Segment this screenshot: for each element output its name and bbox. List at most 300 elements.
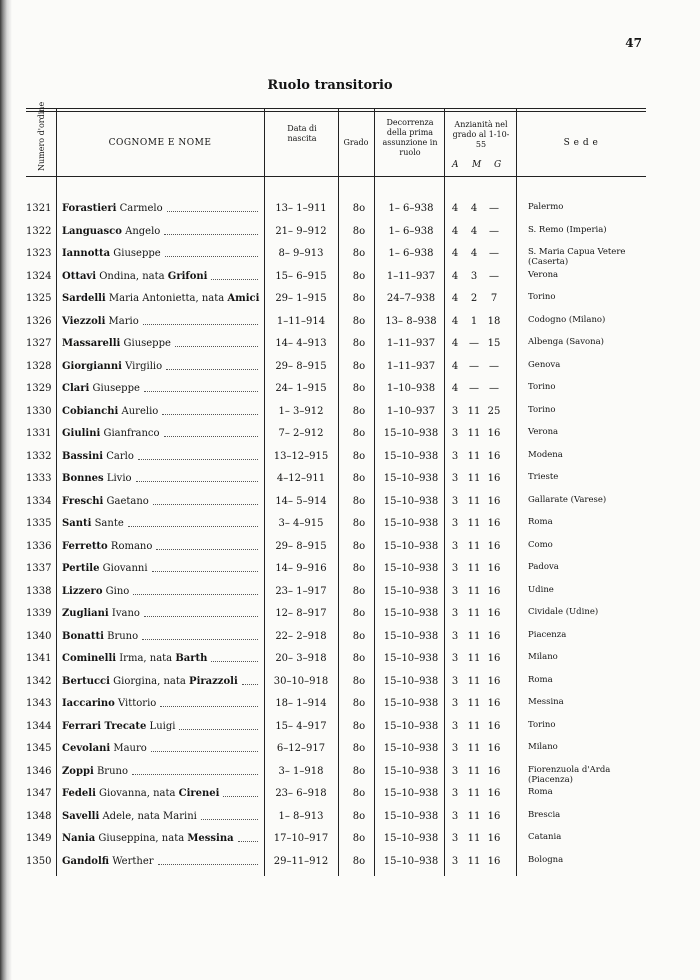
surname: Zugliani [62,608,109,619]
birth-date: 21– 9–912 [275,225,327,237]
header-anzianita: Anzianità nel grado al 1-10-55 [452,120,510,149]
given-name: Maria Antonietta, nata [105,293,228,304]
birth-date: 29– 8–915 [275,360,327,372]
office-location: Genova [528,359,561,370]
seniority-days: 25 [487,405,501,417]
start-date: 15–10–938 [383,833,439,844]
start-date: 1–10–937 [386,405,436,417]
maiden-name: Messina [187,833,234,844]
table-row [26,472,646,494]
office-location: S. Maria Capua Vetere (Caserta) [528,247,626,267]
start-date: 15–10–938 [383,855,439,867]
seniority-days: 16 [487,743,501,754]
surname: Sardelli [62,293,106,304]
birth-date: 20– 3–918 [275,653,327,664]
header-cognome: COGNOME E NOME [108,138,212,148]
seniority-years: 3 [451,473,459,484]
grade: 8o [352,563,366,574]
seniority-months: 3 [470,270,478,282]
table-row [26,450,646,472]
maiden-name: Grifoni [167,270,208,282]
surname: Ottavi [62,270,97,282]
seniority-days: 15 [487,338,501,349]
given-name: Luigi [146,720,176,732]
grade: 8o [352,428,366,439]
name-cell [62,742,262,756]
name-cell [62,585,262,599]
seniority-months: 11 [467,743,481,754]
seniority-years: 3 [451,450,459,462]
order-number: 1326 [26,315,52,327]
leader-dots [167,211,258,212]
seniority-years: 4 [451,248,459,259]
order-number: 1343 [26,698,52,709]
order-number: 1342 [26,675,52,687]
seniority-years: 3 [451,698,459,709]
office-location: Cividale (Udine) [528,607,599,617]
start-date: 15–10–938 [383,743,439,754]
given-name: Giuseppe [89,383,140,394]
office-location: Roma [528,517,553,527]
table-top-rule [26,108,646,109]
start-date: 15–10–938 [383,653,439,664]
name-cell [62,675,262,689]
start-date: 1– 6–938 [388,225,434,237]
given-name: Angelo [121,225,161,237]
name-cell [62,810,262,824]
order-number: 1336 [26,540,52,552]
seniority-years: 3 [451,788,459,799]
name-cell [62,787,262,801]
seniority-years: 4 [451,360,459,372]
table-row [26,360,646,382]
leader-dots [151,751,258,752]
office-location: Verona [528,269,559,280]
office-location: Piacenza [528,629,567,640]
grade: 8o [352,338,366,349]
grade: 8o [352,855,366,867]
start-date: 1–11–937 [386,360,436,372]
seniority-years: 3 [451,518,459,529]
table-row [26,270,646,292]
surname: Bertucci [62,675,110,687]
table-row [26,382,646,404]
start-date: 15–10–938 [383,765,439,777]
table-row [26,720,646,742]
seniority-months: 11 [467,698,481,709]
office-location: Catania [528,832,562,842]
name-cell [62,292,262,306]
grade: 8o [352,405,366,417]
grade: 8o [352,225,366,237]
table-row [26,652,646,674]
office-location: Trieste [528,472,559,482]
given-name: Gino [102,585,130,597]
name-cell [62,202,262,216]
name-cell [62,382,262,396]
given-name: Giovanna, nata [95,788,179,799]
leader-dots [179,729,258,730]
start-date: 15–10–938 [383,540,439,552]
order-number: 1329 [26,383,52,394]
given-name: Romano [107,540,153,552]
start-date: 1– 6–938 [388,248,434,259]
leader-dots [153,504,258,505]
seniority-months: 11 [467,810,481,822]
seniority-months: 11 [467,473,481,484]
office-location: Udine [528,584,554,595]
maiden-name: Pirazzoli [189,675,238,687]
seniority-years: 3 [451,540,459,552]
grade: 8o [352,630,366,642]
seniority-years: 4 [451,225,459,237]
birth-date: 14– 9–916 [275,563,327,574]
birth-date: 23– 1–917 [275,585,327,597]
surname: Santi [62,518,92,529]
seniority-months: 11 [467,563,481,574]
table-row [26,810,646,832]
seniority-days: 16 [487,608,501,619]
given-name: Adele, nata Marini [99,810,197,822]
surname: Giulini [62,428,101,439]
maiden-name: Barth [175,653,208,664]
office-location: Fiorenzuola d'Arda (Piacenza) [528,764,611,785]
header-g: G [494,160,502,170]
leader-dots [144,616,258,617]
surname: Forastieri [62,203,117,214]
seniority-days: 16 [487,473,501,484]
order-number: 1331 [26,428,52,439]
birth-date: 12– 8–917 [275,608,327,619]
grade: 8o [352,315,366,327]
maiden-name: Cirenei [178,788,220,799]
table-row [26,202,646,224]
seniority-years: 3 [451,495,459,507]
birth-date: 22– 2–918 [275,630,327,642]
seniority-months: — [469,338,479,349]
seniority-months: 11 [467,720,481,732]
grade: 8o [352,653,366,664]
given-name: Giovanni [99,563,148,574]
start-date: 1–10–938 [386,383,436,394]
leader-dots [158,864,258,865]
order-number: 1324 [26,270,52,282]
table-row [26,855,646,877]
surname: Clari [62,383,90,394]
seniority-days: — [489,203,499,214]
office-location: Torino [528,719,556,730]
seniority-years: 3 [451,810,459,822]
order-number: 1350 [26,855,52,867]
given-name: Bruno [93,765,128,777]
seniority-months: 11 [467,833,481,844]
grade: 8o [352,608,366,619]
seniority-months: — [469,360,479,372]
leader-dots [138,459,258,460]
seniority-days: 16 [487,630,501,642]
office-location: Albenga (Savona) [528,337,604,347]
given-name: Giuseppe [110,248,161,259]
name-cell [62,517,262,531]
name-cell [62,427,262,441]
header-sede: S e d e [563,138,599,148]
birth-date: 3– 4–915 [278,518,324,529]
table-row [26,607,646,629]
surname: Iannotta [62,248,111,259]
surname: Cominelli [62,653,117,664]
birth-date: 15– 6–915 [275,270,327,282]
start-date: 13– 8–938 [385,315,437,327]
grade: 8o [352,495,366,507]
leader-dots [143,324,258,325]
seniority-months: 1 [470,315,478,327]
office-location: Torino [528,292,556,302]
leader-dots [142,639,258,640]
birth-date: 1–11–914 [276,315,326,327]
order-number: 1349 [26,833,52,844]
grade: 8o [352,270,366,282]
surname: Fedeli [62,788,96,799]
table-row [26,337,646,359]
birth-date: 1– 8–913 [278,810,324,822]
birth-date: 13– 1–911 [275,203,327,214]
name-cell [62,472,262,486]
table-row [26,630,646,652]
table-top-rule-inner [26,111,646,112]
surname: Bonatti [62,630,104,642]
header-a: A [452,160,459,170]
table-row [26,427,646,449]
grade: 8o [352,720,366,732]
leader-dots [164,234,258,235]
table-row [26,225,646,247]
seniority-days: 16 [487,495,501,507]
leader-dots [160,706,258,707]
leader-dots [201,819,258,820]
seniority-days: 16 [487,585,501,597]
name-cell [62,405,262,419]
seniority-months: 4 [470,203,478,214]
start-date: 15–10–938 [383,473,439,484]
order-number: 1325 [26,293,52,304]
seniority-years: 3 [451,675,459,687]
name-cell [62,697,262,711]
birth-date: 23– 6–918 [275,788,327,799]
table-row [26,247,646,269]
birth-date: 15– 4–917 [275,720,327,732]
office-location: Milano [528,742,558,752]
name-cell [62,765,262,779]
header-data: Data di nascita [287,124,317,143]
seniority-years: 3 [451,428,459,439]
order-number: 1344 [26,720,52,732]
surname: Giorgianni [62,360,122,372]
surname: Cevolani [62,743,111,754]
grade: 8o [352,360,366,372]
table-row [26,675,646,697]
leader-dots [211,661,258,662]
order-number: 1322 [26,225,52,237]
order-number: 1334 [26,495,52,507]
start-date: 1– 6–938 [388,203,434,214]
surname: Nania [62,833,96,844]
office-location: Roma [528,787,553,797]
grade: 8o [352,810,366,822]
office-location: S. Remo (Imperia) [528,224,607,235]
seniority-years: 4 [451,315,459,327]
birth-date: 4–12–911 [276,473,326,484]
order-number: 1321 [26,203,52,214]
given-name: Giuseppina, nata [95,833,188,844]
office-location: Torino [528,382,556,392]
order-number: 1339 [26,608,52,619]
birth-date: 6–12–917 [276,743,326,754]
seniority-months: 11 [467,653,481,664]
start-date: 15–10–938 [383,608,439,619]
name-cell [62,855,262,869]
seniority-months: 11 [467,540,481,552]
seniority-months: 11 [467,405,481,417]
office-location: Como [528,539,553,550]
given-name: Irma, nata [116,653,176,664]
given-name: Mauro [110,743,147,754]
seniority-days: — [489,360,499,372]
given-name: Bruno [103,630,139,642]
given-name: Virgilio [121,360,163,372]
start-date: 15–10–938 [383,563,439,574]
name-cell [62,315,262,329]
given-name: Gaetano [103,495,149,507]
name-cell [62,562,262,576]
seniority-days: 16 [487,833,501,844]
office-location: Modena [528,449,563,460]
name-cell [62,360,262,374]
surname: Languasco [62,225,122,237]
birth-date: 1– 3–912 [278,405,324,417]
grade: 8o [352,743,366,754]
order-number: 1346 [26,765,52,777]
seniority-days: 16 [487,698,501,709]
grade: 8o [352,203,366,214]
birth-date: 13–12–915 [273,450,329,462]
seniority-years: 3 [451,405,459,417]
name-cell [62,607,262,621]
birth-date: 29–11–912 [273,855,329,867]
start-date: 15–10–938 [383,518,439,529]
surname: Gandolfi [62,855,110,867]
given-name: Livio [103,473,132,484]
given-name: Giorgina, nata [109,675,190,687]
seniority-years: 4 [451,383,459,394]
seniority-months: — [469,383,479,394]
surname: Bassini [62,450,104,462]
seniority-years: 3 [451,743,459,754]
leader-dots [165,256,258,257]
seniority-days: 16 [487,788,501,799]
seniority-years: 4 [451,203,459,214]
order-number: 1341 [26,653,52,664]
start-date: 15–10–938 [383,630,439,642]
order-number: 1338 [26,585,52,597]
given-name: Aurelio [118,405,159,417]
grade: 8o [352,540,366,552]
order-number: 1323 [26,248,52,259]
start-date: 1–11–937 [386,270,436,282]
start-date: 1–11–937 [386,338,436,349]
start-date: 24–7–938 [386,293,436,304]
grade: 8o [352,833,366,844]
seniority-years: 3 [451,585,459,597]
birth-date: 24– 1–915 [275,383,327,394]
header-numero: Numero d'ordine [37,101,46,171]
seniority-days: 16 [487,653,501,664]
table-row [26,832,646,854]
given-name: Giuseppe [120,338,171,349]
table-row [26,517,646,539]
order-number: 1330 [26,405,52,417]
seniority-months: 11 [467,788,481,799]
name-cell [62,247,262,261]
office-location: Padova [528,562,559,572]
start-date: 15–10–938 [383,495,439,507]
seniority-days: 16 [487,765,501,777]
table-row [26,585,646,607]
seniority-months: 11 [467,765,481,777]
name-cell [62,652,262,666]
name-cell [62,337,262,351]
seniority-days: — [489,248,499,259]
start-date: 15–10–938 [383,428,439,439]
seniority-days: 16 [487,810,501,822]
leader-dots [132,774,258,775]
surname: Savelli [62,810,100,822]
seniority-months: 11 [467,450,481,462]
seniority-days: 16 [487,675,501,687]
seniority-months: 2 [470,293,478,304]
given-name: Mario [105,315,139,327]
seniority-months: 11 [467,518,481,529]
name-cell [62,720,262,734]
surname: Bonnes [62,473,104,484]
leader-dots [156,549,258,550]
leader-dots [211,279,258,280]
grade: 8o [352,450,366,462]
surname: Massarelli [62,338,121,349]
name-cell [62,495,262,509]
seniority-days: — [489,383,499,394]
seniority-months: 4 [470,248,478,259]
seniority-days: 16 [487,450,501,462]
seniority-months: 11 [467,675,481,687]
leader-dots [128,526,258,527]
start-date: 15–10–938 [383,675,439,687]
seniority-years: 4 [451,270,459,282]
seniority-years: 3 [451,653,459,664]
given-name: Ivano [108,608,140,619]
leader-dots [166,369,258,370]
given-name: Gianfranco [100,428,160,439]
seniority-days: 16 [487,540,501,552]
seniority-days: 16 [487,855,501,867]
table-row [26,315,646,337]
order-number: 1345 [26,743,52,754]
surname: Iaccarino [62,698,115,709]
birth-date: 18– 1–914 [275,698,327,709]
table-row [26,787,646,809]
seniority-days: 16 [487,428,501,439]
start-date: 15–10–938 [383,585,439,597]
leader-dots [152,571,258,572]
